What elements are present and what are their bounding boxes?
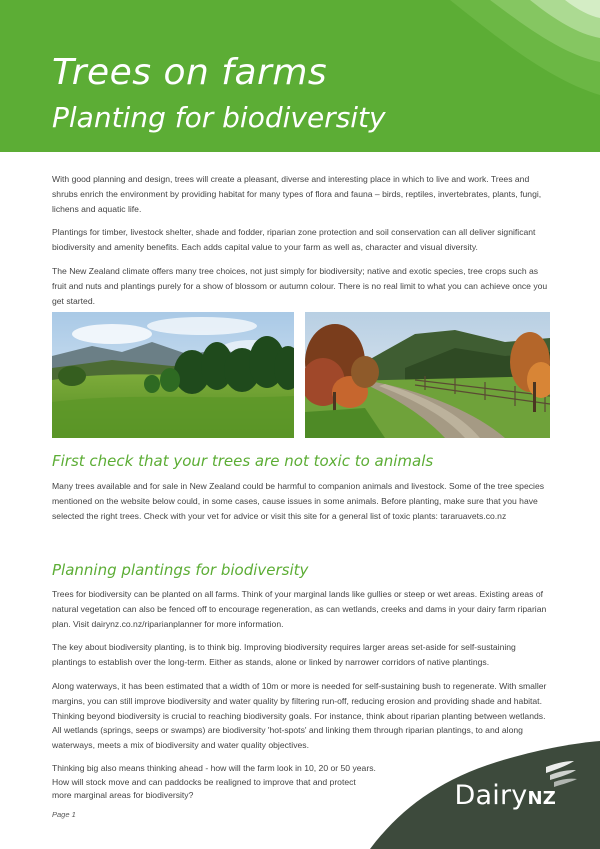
intro-paragraph: With good planning and design, trees will create a pleasant, diverse and interesting place in which to live and work. Trees and shrubs enrich the environment by providing habitat for many types of flora and fauna – birds, reptiles, invertebrates, plants, fungi, lichens and aquatic life. [52, 174, 542, 214]
page-number: Page 1 [52, 810, 76, 819]
dairynz-logo-text [455, 780, 556, 811]
dairynz-logo-panel [370, 739, 600, 849]
planning-paragraph: The key about biodiversity planting, is to think big. Improving biodiversity requires larger areas set-aside for self-sustaining plantings to establish over the long-term. Either as stands, alone or linked by narrower corridors of native plantings. [52, 642, 516, 668]
photo-row [52, 312, 550, 438]
page-subtitle: Planting for biodiversity [52, 101, 386, 134]
logo-main: Dairy [454, 780, 528, 811]
farm-landscape-photo [52, 312, 294, 438]
closing-line: Thinking big also means thinking ahead - how will the farm look in 10, 20 or 50 years. [52, 762, 376, 773]
page-title: Trees on farms [52, 52, 328, 93]
planning-paragraph: Trees for biodiversity can be planted on all farms. Think of your marginal lands like gullies or steep or wet areas. Existing areas of natural vegetation can also be fenced off to encourage regeneration, as can wetlands, creeks and dams in your dairy farm riparian plan. Visit dairynz.co.nz/riparianplanner for more information. [52, 589, 547, 629]
closing-line: more marginal areas for biodiversity? [52, 790, 194, 801]
closing-line: How will stock move and can paddocks be realigned to improve that and protect [52, 776, 356, 787]
intro-paragraph: The New Zealand climate offers many tree choices, not just simply for biodiversity; native and exotic species, tree crops such as fruit and nuts and plantings purely for a show of blossom or autumn colour. There is no real limit to what you can achieve once you get started. [52, 265, 548, 306]
section-heading-planning: Planning plantings for biodiversity [52, 561, 309, 579]
header-band [0, 0, 600, 152]
planning-paragraph: Along waterways, it has been estimated that a width of 10m or more is needed for self-sustaining bush to regenerate. With smaller margins, you can still improve biodiversity and water quality by filtering run-off, reducing erosion and providing shade and habitat. Thinking beyond biodiversity is crucial to reaching biodiversity goals. For instance, think about riparian planting between wetlands. All wetlands (springs, seeps or swamps) are biodiversity 'hot-spots' and linking them through riparian plantings, to and along waterways, meets a mix of biodiversity and water quality objectives. [52, 680, 547, 751]
header-swoosh-graphic [380, 0, 600, 152]
farm-track-photo [305, 312, 550, 438]
logo-suffix: NZ [527, 788, 556, 809]
intro-paragraph: Plantings for timber, livestock shelter, shade and fodder, riparian zone protection and soil conservation can all deliver significant biodiversity and amenity benefits. Each adds capital value to your farm as well as, character and visual diversity. [52, 227, 536, 253]
intro-section [52, 172, 552, 317]
section-heading-toxic-check: First check that your trees are not toxic to animals [52, 452, 434, 470]
section-body-toxic-check: Many trees available and for sale in New Zealand could be harmful to companion animals and livestock. Some of the tree species mentioned on the website below could, in some cases, cause issues in some animals. Before planting, make sure that you have selected the right trees. Check with your vet for advice or visit this site for a general list of toxic plants: tararuavets.co.nz [52, 481, 545, 521]
